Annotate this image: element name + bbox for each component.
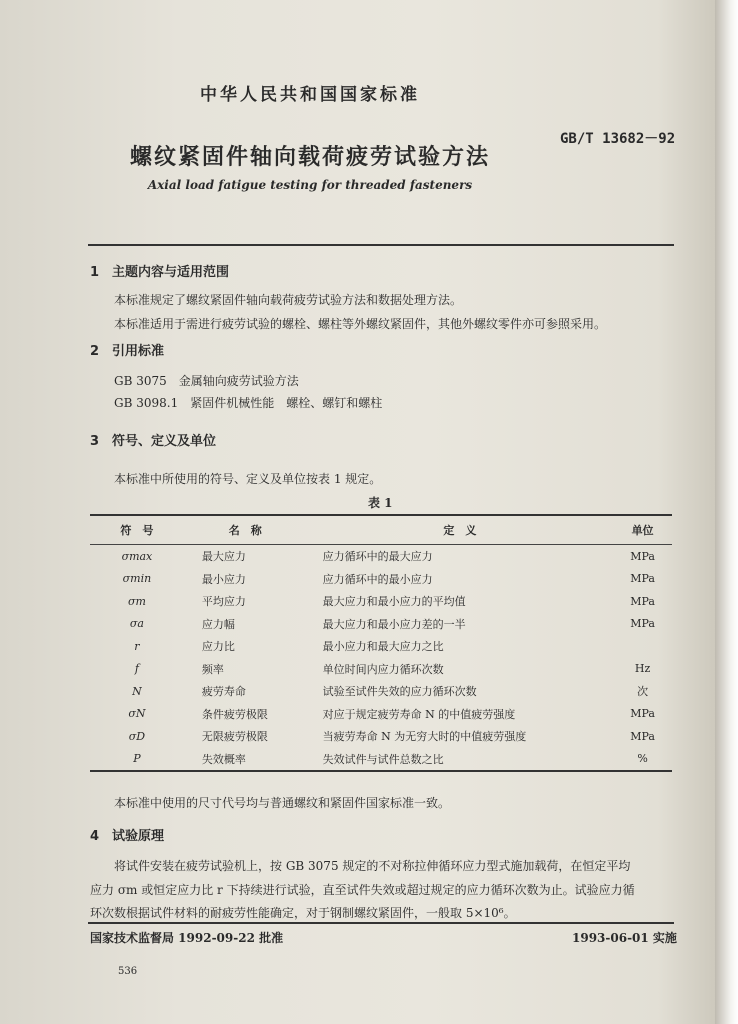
reference-1: GB 3075 金属轴向疲劳试验方法 (114, 374, 299, 388)
name-cell: 平均应力 (201, 595, 246, 609)
table-row (90, 613, 672, 636)
unit-cell: 次 (637, 685, 649, 699)
standard-code: GB/T 13682－92 (560, 131, 676, 147)
symbol-cell: σN (128, 707, 146, 721)
table-row (90, 680, 672, 703)
unit-cell: MPa (630, 729, 655, 743)
definition-cell: 最小应力和最大应力之比 (322, 640, 444, 654)
approval-date: 国家技术监督局 1992-09-22 批准 (90, 931, 284, 945)
name-cell: 最小应力 (201, 572, 246, 586)
standard-header: 中华人民共和国国家标准 (200, 85, 420, 105)
unit-cell: MPa (630, 707, 655, 721)
name-cell: 条件疲劳极限 (201, 707, 268, 721)
section-3-para: 本标准中所使用的符号、定义及单位按表 1 规定。 (114, 472, 382, 486)
symbol-cell: σa (129, 617, 144, 631)
bottom-rule (88, 922, 674, 924)
symbol-cell: σmin (122, 572, 152, 586)
unit-cell: MPa (630, 549, 655, 563)
col-header-unit: 单位 (613, 515, 672, 545)
symbol-cell: N (132, 684, 142, 698)
unit-cell (613, 635, 672, 658)
page-number: 536 (118, 966, 138, 977)
name-cell: 疲劳寿命 (201, 685, 246, 699)
table-row (90, 590, 672, 613)
unit-cell: Hz (634, 662, 651, 676)
definition-cell: 最大应力和最小应力的平均值 (322, 595, 466, 609)
definition-cell: 对应于规定疲劳寿命 N 的中值疲劳强度 (322, 707, 516, 721)
section-4-line-2: 应力 σm 或恒定应力比 r 下持续进行试验，直至试件失效或超过规定的应力循环次数为止。试验应力循 (90, 883, 635, 897)
symbol-cell: σm (127, 594, 146, 608)
col-header-definition: 定 义 (307, 515, 613, 545)
table-row (90, 725, 672, 748)
table-note: 本标准中使用的尺寸代号均与普通螺纹和紧固件国家标准一致。 (114, 796, 451, 810)
definition-cell: 单位时间内应力循环次数 (322, 662, 444, 676)
col-header-symbol: 符 号 (90, 515, 184, 545)
section-4-line-3: 环次数根据试件材料的耐疲劳性能确定，对于钢制螺纹紧固件，一般取 5×10⁶。 (90, 906, 516, 920)
name-cell: 应力比 (201, 640, 235, 654)
title-chinese: 螺纹紧固件轴向载荷疲劳试验方法 (129, 145, 490, 170)
section-1-title: 1 主题内容与适用范围 (90, 265, 230, 280)
table-row (90, 658, 672, 681)
section-2-title: 2 引用标准 (90, 344, 165, 359)
name-cell: 失效概率 (184, 748, 307, 772)
section-4-line-1: 将试件安装在疲劳试验机上，按 GB 3075 规定的不对称拉伸循环应力型式施加载荷，在恒定平均 (114, 859, 631, 873)
name-cell: 最大应力 (201, 550, 246, 564)
definition-cell: 应力循环中的最小应力 (322, 572, 433, 586)
table-row (90, 545, 672, 568)
section-4-title: 4 试验原理 (90, 829, 165, 844)
top-rule (88, 244, 674, 246)
symbol-cell: f (134, 662, 139, 676)
table-row (90, 568, 672, 591)
name-cell: 应力幅 (201, 617, 235, 631)
definition-cell: 试验至试件失效的应力循环次数 (322, 685, 477, 699)
table-row (90, 703, 672, 726)
definition-cell: 最大应力和最小应力差的一半 (322, 617, 466, 631)
table-header-row (90, 515, 672, 545)
effective-date: 1993-06-01 实施 (572, 931, 677, 945)
name-cell: 无限疲劳极限 (201, 730, 268, 744)
symbol-cell: σmax (121, 549, 153, 563)
unit-cell: MPa (630, 594, 655, 608)
definition-cell: 应力循环中的最大应力 (322, 550, 433, 564)
table-caption: 表 1 (368, 496, 393, 510)
definition-cell: 失效试件与试件总数之比 (307, 748, 613, 772)
title-english: Axial load fatigue testing for threaded fasteners (147, 178, 473, 192)
symbol-cell: r (134, 639, 140, 653)
table-row (90, 748, 672, 772)
table-row (90, 635, 672, 658)
definition-cell: 当疲劳寿命 N 为无穷大时的中值疲劳强度 (322, 730, 527, 744)
reference-2: GB 3098.1 紧固件机械性能 螺栓、螺钉和螺柱 (114, 396, 383, 410)
unit-cell: MPa (630, 617, 655, 631)
symbol-cell: σD (128, 729, 146, 743)
unit-cell: MPa (630, 572, 655, 586)
name-cell: 频率 (201, 662, 224, 676)
section-3-title: 3 符号、定义及单位 (90, 434, 217, 449)
section-1-para-1: 本标准规定了螺纹紧固件轴向载荷疲劳试验方法和数据处理方法。 (114, 293, 463, 307)
col-header-name: 名 称 (184, 515, 307, 545)
unit-cell: % (613, 748, 672, 772)
page-edge (715, 0, 738, 1024)
symbol-cell: P (90, 748, 184, 772)
symbols-table (90, 514, 672, 772)
section-1-para-2: 本标准适用于需进行疲劳试验的螺栓、螺柱等外螺纹紧固件，其他外螺纹零件亦可参照采用。 (114, 317, 607, 331)
